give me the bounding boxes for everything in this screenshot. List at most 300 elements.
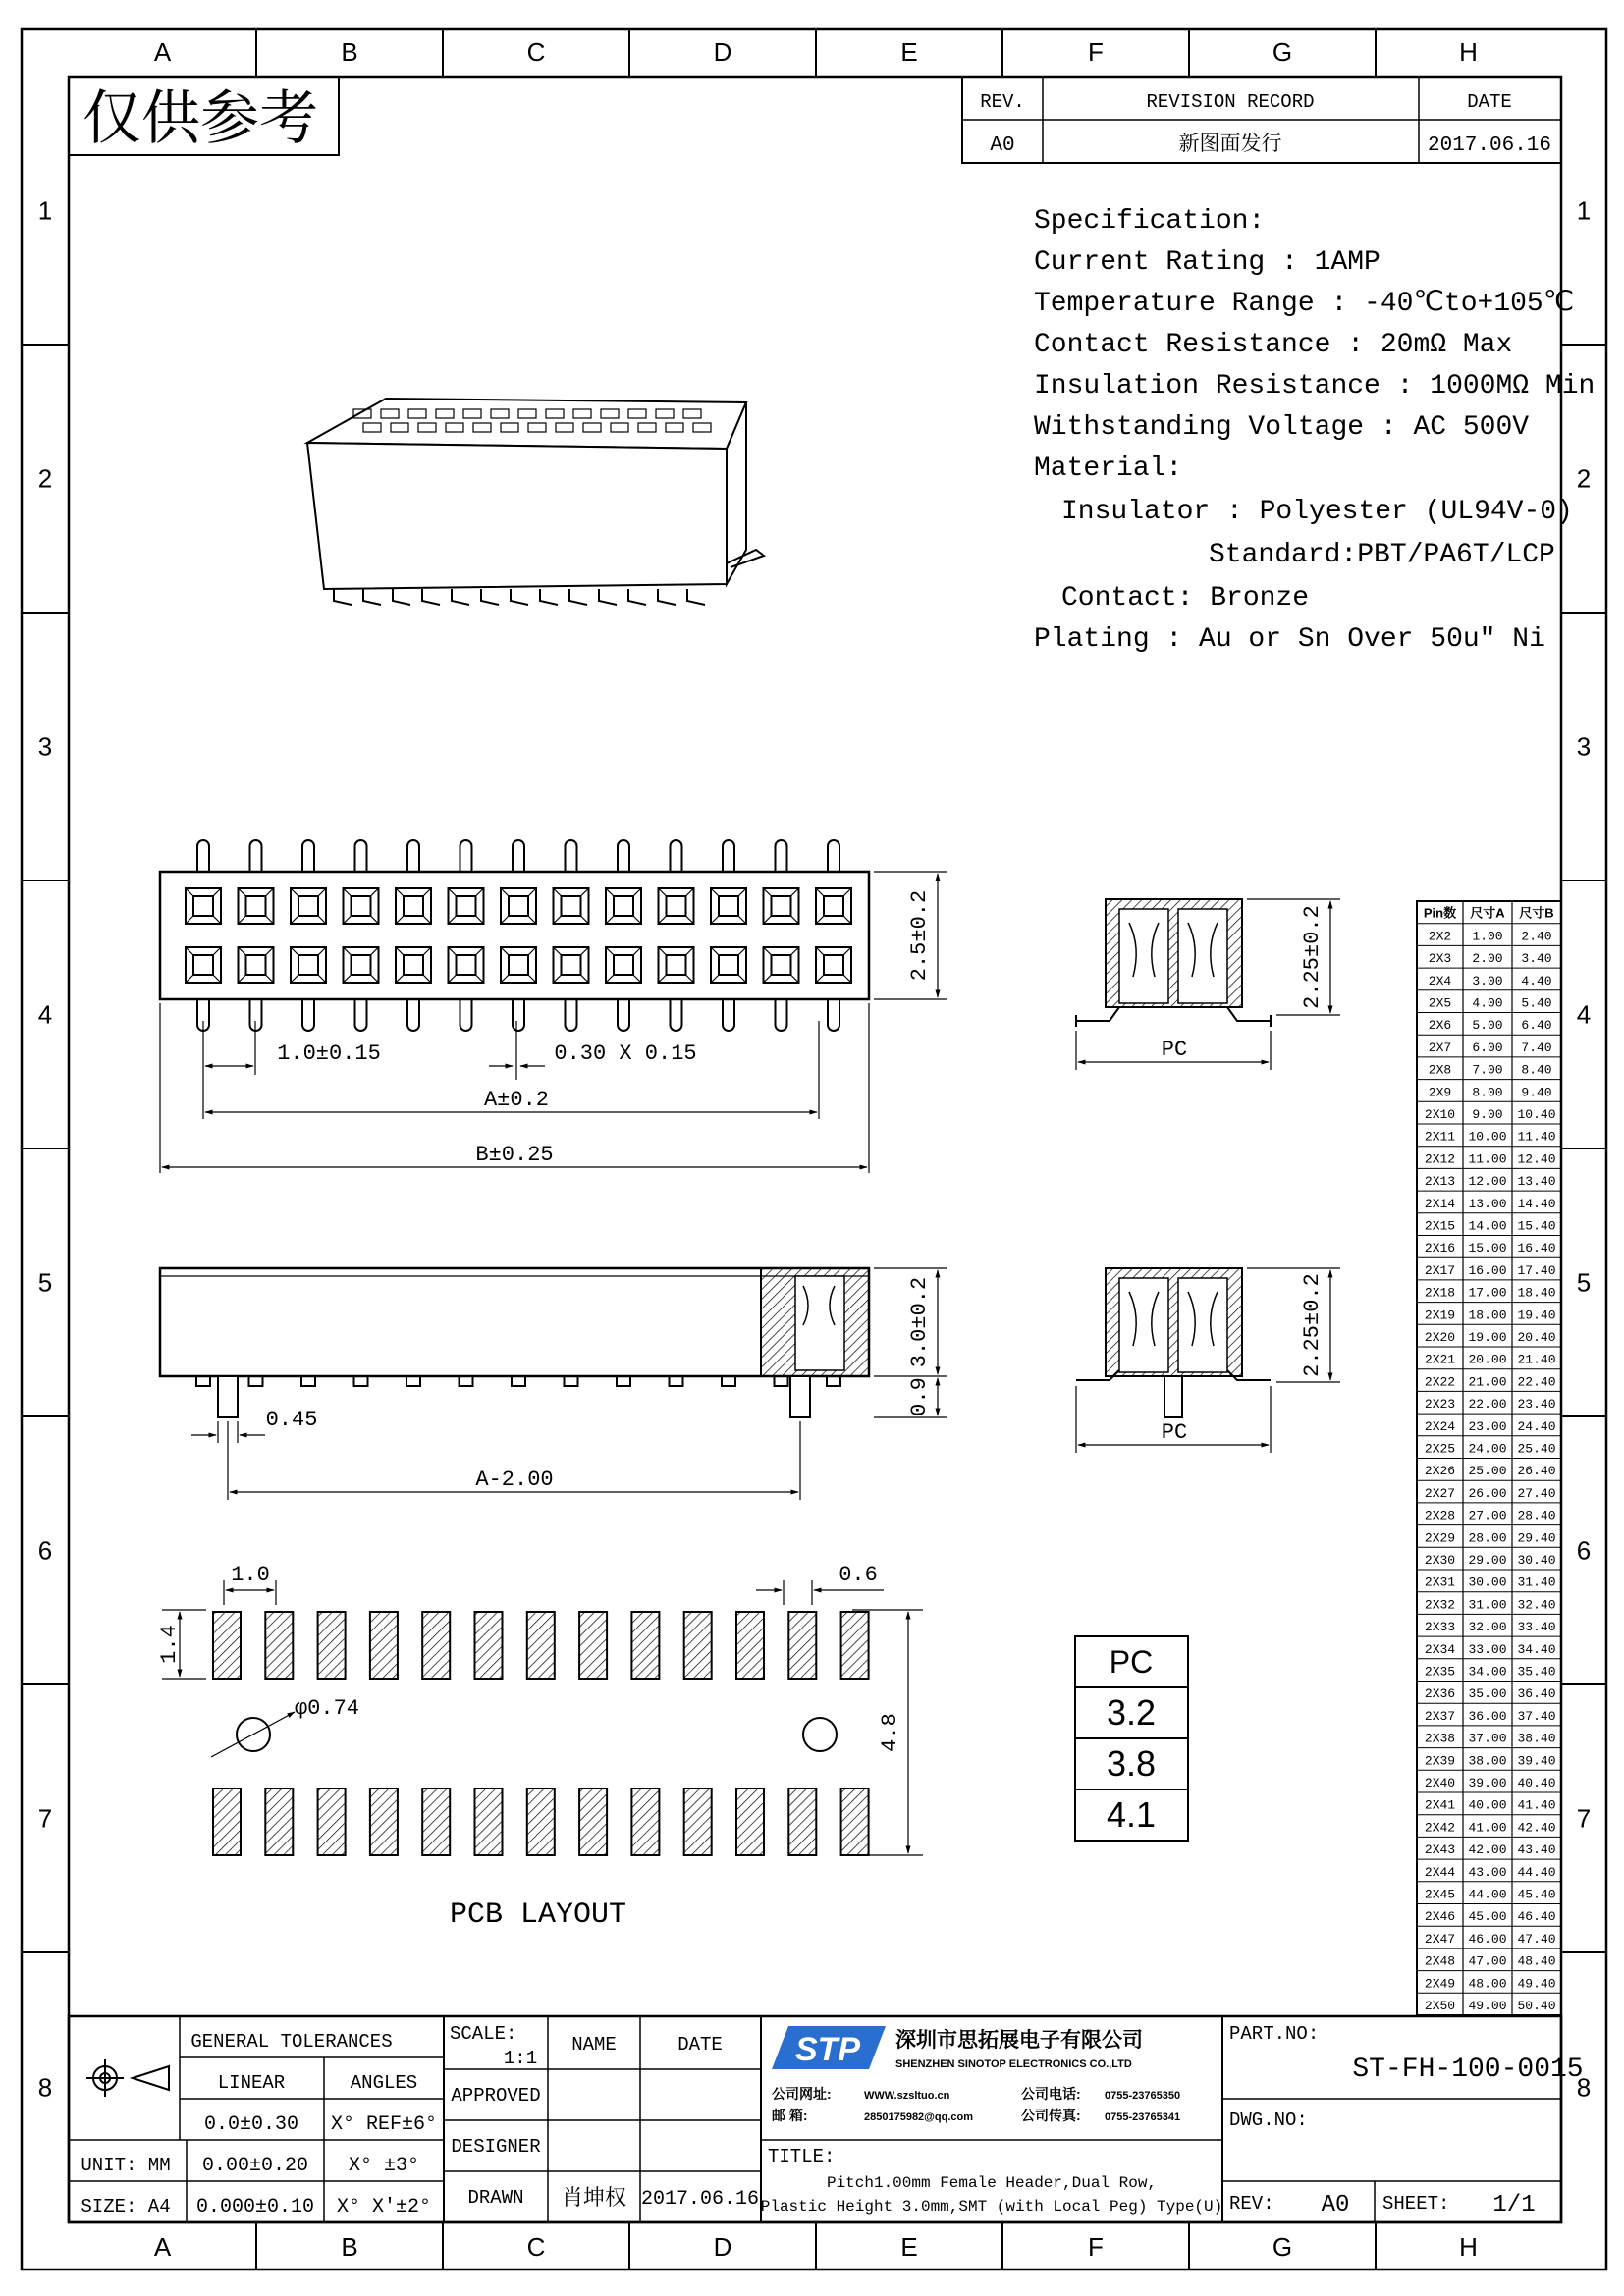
pcb-pad-top xyxy=(422,1612,450,1679)
pin-table-cell: 22.40 xyxy=(1517,1374,1556,1390)
pcb-pad-top xyxy=(318,1612,346,1679)
pin-table-cell: 24.40 xyxy=(1517,1418,1556,1434)
unit: UNIT: MM xyxy=(81,2155,171,2176)
contact-cell-inner xyxy=(667,955,686,975)
pin-table-cell: 2X16 xyxy=(1424,1241,1456,1256)
dim-pad-length: 1.4 xyxy=(157,1625,182,1664)
pin-table-cell: 26.00 xyxy=(1468,1485,1507,1501)
pin-table-cell: 46.00 xyxy=(1468,1931,1507,1947)
contact-cell-inner xyxy=(246,955,266,975)
contact-cell-inner xyxy=(824,896,843,916)
pin-table-cell: 12.00 xyxy=(1468,1174,1507,1190)
spec-standard: Standard:PBT/PA6T/LCP xyxy=(1209,540,1555,570)
pin-table-cell: 21.40 xyxy=(1517,1352,1556,1367)
pin-front xyxy=(354,1376,368,1386)
pin-table-cell: 35.00 xyxy=(1468,1686,1507,1702)
pin-table-cell: 41.40 xyxy=(1517,1797,1556,1813)
pin-table-cell: 41.00 xyxy=(1468,1820,1507,1836)
pin-table-cell: 8.00 xyxy=(1472,1085,1503,1100)
pin-table-cell: 2X22 xyxy=(1424,1374,1456,1390)
pin-table-cell: 45.40 xyxy=(1517,1887,1556,1902)
pin-table-cell: 4.40 xyxy=(1521,973,1552,988)
border-col-label: A xyxy=(153,2232,172,2262)
drawn-date: 2017.06.16 xyxy=(640,2188,760,2211)
logo-text: STP xyxy=(794,2031,861,2068)
border-row-label: 2 xyxy=(1576,463,1592,494)
revision-description: 新图面发行 xyxy=(1178,133,1282,155)
dim-hole: φ0.74 xyxy=(294,1696,360,1721)
pin-table-cell: 29.40 xyxy=(1517,1530,1556,1546)
pin-table-cell: 2X39 xyxy=(1424,1753,1456,1769)
pin-table-cell: 31.40 xyxy=(1517,1575,1556,1590)
dim-b: B±0.25 xyxy=(475,1143,554,1167)
dim-pc-2: PC xyxy=(1161,1420,1188,1445)
pin-table-header: 尺寸A xyxy=(1470,905,1505,921)
scale-label: SCALE: xyxy=(450,2023,517,2045)
pin-front xyxy=(249,1376,263,1386)
pcb-pad-top xyxy=(265,1612,293,1679)
pcb-pad-bottom xyxy=(213,1789,241,1855)
pin-front xyxy=(301,1376,315,1386)
rev-header: REV. xyxy=(980,91,1025,113)
spec-current: Current Rating : 1AMP xyxy=(1034,247,1380,278)
pin-table-cell: 2X27 xyxy=(1424,1485,1456,1501)
web-value: WWW.szsltuo.cn xyxy=(864,2090,950,2102)
dim-height-top: 2.5±0.2 xyxy=(907,889,932,982)
pin-table-cell: 45.00 xyxy=(1468,1909,1507,1925)
pin-table-cell: 14.40 xyxy=(1517,1196,1556,1211)
leg-3d xyxy=(540,589,558,605)
pin-table-cell: 20.00 xyxy=(1468,1352,1507,1367)
pin-table-cell: 31.00 xyxy=(1468,1597,1507,1613)
pcb-pad-bottom xyxy=(370,1789,398,1855)
pin-table-cell: 7.40 xyxy=(1521,1040,1552,1055)
pin-table-cell: 29.00 xyxy=(1468,1553,1507,1568)
pin-bottom xyxy=(671,999,682,1031)
pin-table-cell: 2.40 xyxy=(1521,929,1552,944)
pcb-pad-top xyxy=(788,1612,816,1679)
pin-front xyxy=(196,1376,210,1386)
pin-table-cell: 2X13 xyxy=(1424,1174,1456,1190)
drawing-frame xyxy=(22,29,1606,2269)
dim-a: A±0.2 xyxy=(483,1088,550,1112)
pin-table-cell: 2X18 xyxy=(1424,1285,1456,1301)
pin-table-cell: 33.00 xyxy=(1468,1641,1507,1657)
border-row-label: 7 xyxy=(37,1803,53,1834)
pin-table-cell: 9.40 xyxy=(1521,1085,1552,1100)
pin-table-cell: 2X19 xyxy=(1424,1308,1456,1323)
pc-value-2: 3.8 xyxy=(1106,1743,1157,1784)
pin-top xyxy=(671,840,682,872)
border-col-label: G xyxy=(1272,2232,1293,2262)
border-row-label: 7 xyxy=(1576,1803,1592,1834)
pin-table-cell: 25.00 xyxy=(1468,1464,1507,1479)
pin-table-cell: 10.00 xyxy=(1468,1129,1507,1145)
pcb-pad-top xyxy=(527,1612,555,1679)
pin-table-cell: 2X32 xyxy=(1424,1597,1456,1613)
pin-table-cell: 47.00 xyxy=(1468,1953,1507,1969)
pin-table-cell: 6.00 xyxy=(1472,1040,1503,1055)
pin-table-cell: 2X20 xyxy=(1424,1330,1456,1345)
pc-table-header: PC xyxy=(1109,1644,1154,1680)
pin-table-cell: 48.40 xyxy=(1517,1953,1556,1969)
border-col-label: D xyxy=(713,2232,732,2262)
pin-table-cell: 23.40 xyxy=(1517,1397,1556,1413)
pin-top xyxy=(723,840,734,872)
pin-table-cell: 2X29 xyxy=(1424,1530,1456,1546)
border-col-label: H xyxy=(1459,2232,1478,2262)
border-col-label: G xyxy=(1272,37,1293,67)
contact-cell-inner xyxy=(667,896,686,916)
pin-table-cell: 2X2 xyxy=(1428,929,1452,944)
pin-table-cell: 43.00 xyxy=(1468,1864,1507,1880)
pcb-pad-bottom xyxy=(579,1789,607,1855)
border-row-label: 3 xyxy=(1576,731,1592,762)
pin-top xyxy=(618,840,629,872)
border-row-label: 6 xyxy=(1576,1535,1592,1566)
pin-front xyxy=(827,1376,840,1386)
pin-table-cell: 32.40 xyxy=(1517,1597,1556,1613)
web-label: 公司网址: xyxy=(772,2086,832,2102)
pcb-pad-bottom xyxy=(475,1789,503,1855)
designer-label: DESIGNER xyxy=(451,2136,541,2158)
pin-bottom xyxy=(776,999,787,1031)
pin-table-cell: 2.00 xyxy=(1472,951,1503,967)
contact-cell-inner xyxy=(298,955,318,975)
approved-label: APPROVED xyxy=(451,2085,541,2107)
pin-table-cell: 50.40 xyxy=(1517,1999,1556,2013)
spec-contact-resistance: Contact Resistance : 20mΩ Max xyxy=(1034,330,1513,360)
pin-table-cell: 19.00 xyxy=(1468,1330,1507,1345)
dim-peg-width: 0.45 xyxy=(265,1408,318,1432)
pin-table-cell: 5.40 xyxy=(1521,995,1552,1011)
contact-cell-inner xyxy=(352,896,371,916)
pin-table-cell: 30.40 xyxy=(1517,1553,1556,1568)
pin-table-cell: 2X3 xyxy=(1428,951,1452,967)
pin-table-cell: 12.40 xyxy=(1517,1151,1556,1167)
tel-value: 0755-23765350 xyxy=(1105,2090,1181,2102)
pin-table-cell: 16.00 xyxy=(1468,1262,1507,1278)
pin-table-cell: 36.40 xyxy=(1517,1686,1556,1702)
title-label: TITLE: xyxy=(768,2146,836,2167)
pin-bottom xyxy=(513,999,524,1031)
pin-table-cell: 2X36 xyxy=(1424,1686,1456,1702)
contact-cell-inner xyxy=(772,955,791,975)
pin-table-cell: 27.40 xyxy=(1517,1485,1556,1501)
contact-cell-inner xyxy=(457,955,476,975)
part-no-label: PART.NO: xyxy=(1229,2023,1320,2045)
part-no: ST-FH-100-0015 xyxy=(1352,2055,1584,2085)
pin-table-cell: 28.00 xyxy=(1468,1530,1507,1546)
border-col-label: C xyxy=(526,2232,546,2262)
pcb-layout-title: PCB LAYOUT xyxy=(449,1898,627,1932)
pin-top xyxy=(460,840,472,872)
pin-table-cell: 49.00 xyxy=(1468,1999,1507,2013)
pin-table-cell: 26.40 xyxy=(1517,1464,1556,1479)
pin-table-cell: 19.40 xyxy=(1517,1308,1556,1323)
spec-temperature: Temperature Range : -40℃to+105℃ xyxy=(1034,289,1575,319)
pin-table-cell: 2X15 xyxy=(1424,1218,1456,1234)
leg-3d xyxy=(422,589,440,605)
pcb-pad-bottom xyxy=(422,1789,450,1855)
border-row-label: 4 xyxy=(1576,999,1592,1030)
dim-pc-1: PC xyxy=(1161,1038,1188,1062)
pin-table-cell: 2X17 xyxy=(1424,1262,1456,1278)
tol-linear-1: 0.0±0.30 xyxy=(203,2113,299,2136)
pin-table-cell: 49.40 xyxy=(1517,1976,1556,1992)
pin-bottom xyxy=(566,999,577,1031)
pin-table-cell: 15.40 xyxy=(1517,1218,1556,1234)
pin-table-cell: 17.40 xyxy=(1517,1262,1556,1278)
tol-angle-1: X° REF±6° xyxy=(330,2113,438,2136)
pin-table-cell: 16.40 xyxy=(1517,1241,1556,1256)
pin-table-cell: 10.40 xyxy=(1517,1107,1556,1122)
pin-table-cell: 2X42 xyxy=(1424,1820,1456,1836)
pin-table-header: 尺寸B xyxy=(1519,905,1554,921)
contact-cell-inner xyxy=(352,955,371,975)
pin-table-cell: 40.40 xyxy=(1517,1776,1556,1790)
revision-table xyxy=(962,77,1561,163)
dim-pcb-pitch: 1.0 xyxy=(231,1563,270,1587)
pin-table-cell: 2X31 xyxy=(1424,1575,1456,1590)
contact-cell-inner xyxy=(509,955,528,975)
drawn-label: DRAWN xyxy=(467,2187,524,2209)
pin-bottom xyxy=(355,999,367,1031)
spec-insulator: Insulator : Polyester (UL94V-0) xyxy=(1061,497,1573,527)
spec-insulation: Insulation Resistance : 1000MΩ Min xyxy=(1034,371,1596,401)
contact-cell-inner xyxy=(719,955,738,975)
drawn-name: 肖坤权 xyxy=(561,2185,627,2210)
pin-table-cell: 38.00 xyxy=(1468,1753,1507,1769)
pin-table-cell: 20.40 xyxy=(1517,1330,1556,1345)
pcb-pad-bottom xyxy=(736,1789,764,1855)
pin-table-cell: 33.40 xyxy=(1517,1620,1556,1635)
pin-top xyxy=(407,840,419,872)
pin-table-cell: 6.40 xyxy=(1521,1018,1552,1034)
pin-table-cell: 1.00 xyxy=(1472,929,1503,944)
leg-3d xyxy=(481,589,499,605)
pin-top xyxy=(566,840,577,872)
tol-angle-2: X° ±3° xyxy=(348,2155,420,2177)
pc-value-3: 4.1 xyxy=(1106,1794,1157,1835)
leg-3d xyxy=(599,589,617,605)
tol-linear-3: 0.000±0.10 xyxy=(195,2196,315,2218)
border-col-label: H xyxy=(1459,37,1478,67)
contact-cell-inner xyxy=(719,896,738,916)
pin-table-cell: 2X43 xyxy=(1424,1842,1456,1858)
pin-top xyxy=(250,840,262,872)
pin-bottom xyxy=(407,999,419,1031)
pin-front xyxy=(617,1376,630,1386)
spec-contact: Contact: Bronze xyxy=(1061,583,1310,614)
pin-table-cell: 11.40 xyxy=(1517,1129,1556,1145)
pin-table-cell: 44.00 xyxy=(1468,1887,1507,1902)
pcb-pad-top xyxy=(370,1612,398,1679)
pcb-pad-top xyxy=(579,1612,607,1679)
pin-table-cell: 5.00 xyxy=(1472,1018,1503,1034)
connector-3d-view xyxy=(307,399,764,605)
pin-bottom xyxy=(828,999,839,1031)
rev-value: A0 xyxy=(990,134,1015,157)
revision-record-header: REVISION RECORD xyxy=(1146,91,1315,113)
contact-cell-inner xyxy=(562,955,581,975)
contact-cell-inner xyxy=(457,896,476,916)
border-row-label: 4 xyxy=(37,999,53,1030)
pin-table-cell: 2X49 xyxy=(1424,1976,1456,1992)
pin-table-cell: 13.00 xyxy=(1468,1196,1507,1211)
border-row-label: 5 xyxy=(37,1267,53,1298)
pin-bottom xyxy=(618,999,629,1031)
tel-label: 公司电话: xyxy=(1021,2086,1081,2102)
border-row-label: 2 xyxy=(37,463,53,494)
leg-3d xyxy=(452,589,469,605)
pin-top xyxy=(513,840,524,872)
dim-pitch: 1.0±0.15 xyxy=(277,1041,381,1066)
pin-table-cell: 2X25 xyxy=(1424,1441,1456,1457)
pin-table-cell: 2X45 xyxy=(1424,1887,1456,1902)
pin-table-cell: 37.00 xyxy=(1468,1731,1507,1746)
pin-table-cell: 2X30 xyxy=(1424,1553,1456,1568)
pc-table xyxy=(1075,1636,1188,1841)
pin-table-cell: 2X37 xyxy=(1424,1708,1456,1724)
contact-cell-inner xyxy=(562,896,581,916)
pin-dimension-table xyxy=(1417,901,1561,2015)
pin-table-cell: 3.40 xyxy=(1521,951,1552,967)
leg-3d xyxy=(511,589,528,605)
pcb-pad-bottom xyxy=(527,1789,555,1855)
pcb-pad-top xyxy=(631,1612,659,1679)
spec-voltage: Withstanding Voltage : AC 500V xyxy=(1034,412,1530,443)
dim-a-minus-2: A-2.00 xyxy=(475,1468,554,1492)
border-col-label: F xyxy=(1088,37,1104,67)
specification xyxy=(1034,206,1595,655)
pcb-pad-bottom xyxy=(265,1789,293,1855)
leg-3d xyxy=(687,589,705,605)
pin-table-cell: 2X7 xyxy=(1428,1040,1452,1055)
pin-table-cell: 2X10 xyxy=(1424,1107,1456,1122)
dim-row-gap: 4.8 xyxy=(878,1713,902,1752)
pcb-pad-top xyxy=(475,1612,503,1679)
pin-top xyxy=(355,840,367,872)
pin-table-cell: 2X50 xyxy=(1424,1999,1456,2013)
fax-value: 0755-23765341 xyxy=(1105,2111,1181,2123)
leg-3d xyxy=(363,589,381,605)
sheet-label: SHEET: xyxy=(1382,2193,1450,2215)
pin-table-cell: 32.00 xyxy=(1468,1620,1507,1635)
title-line-2: Plastic Height 3.0mm,SMT (with Local Peg) Type(U) xyxy=(760,2198,1223,2216)
pcb-layout xyxy=(157,1563,923,1932)
pin-front xyxy=(670,1376,683,1386)
pin-front xyxy=(460,1376,473,1386)
pin-table-cell: 2X9 xyxy=(1428,1085,1452,1100)
pin-table-cell: 43.40 xyxy=(1517,1842,1556,1858)
pcb-pad-bottom xyxy=(631,1789,659,1855)
pin-table-cell: 36.00 xyxy=(1468,1708,1507,1724)
spec-plating: Plating : Au or Sn Over 50u" Ni xyxy=(1034,624,1545,655)
pin-table-cell: 24.00 xyxy=(1468,1441,1507,1457)
front-view xyxy=(160,1268,947,1500)
pin-table-cell: 22.00 xyxy=(1468,1397,1507,1413)
pin-top xyxy=(828,840,839,872)
angles-label: ANGLES xyxy=(350,2072,418,2094)
scale-value: 1:1 xyxy=(503,2048,538,2069)
contact-cell-inner xyxy=(404,955,423,975)
border-col-label: E xyxy=(900,37,918,67)
pin-table-cell: 40.00 xyxy=(1468,1797,1507,1813)
pin-table-cell: 9.00 xyxy=(1472,1107,1503,1122)
pin-table-cell: 46.40 xyxy=(1517,1909,1556,1925)
pin-table-cell: 4.00 xyxy=(1472,995,1503,1011)
dim-side-height-2: 2.25±0.2 xyxy=(1300,1273,1325,1377)
pcb-pad-bottom xyxy=(841,1789,869,1855)
pcb-pad-bottom xyxy=(684,1789,712,1855)
rev-value-tb: A0 xyxy=(1321,2192,1350,2218)
pcb-pad-bottom xyxy=(318,1789,346,1855)
contact-cell-inner xyxy=(298,896,318,916)
company-logo xyxy=(772,2026,886,2069)
pin-table-cell: 8.40 xyxy=(1521,1062,1552,1078)
contact-cell-inner xyxy=(772,896,791,916)
pin-table-cell: 2X38 xyxy=(1424,1731,1456,1746)
pin-table-cell: 2X34 xyxy=(1424,1641,1456,1657)
pcb-pad-bottom xyxy=(788,1789,816,1855)
contact-cell-inner xyxy=(246,896,266,916)
size: SIZE: A4 xyxy=(81,2196,171,2217)
title-line-1: Pitch1.00mm Female Header,Dual Row, xyxy=(826,2174,1158,2192)
pin-table-cell: 2X6 xyxy=(1428,1018,1452,1034)
date-header-tb: DATE xyxy=(677,2034,723,2056)
pin-top xyxy=(776,840,787,872)
pin-table-cell: 18.00 xyxy=(1468,1308,1507,1323)
pin-table-cell: 3.00 xyxy=(1472,973,1503,988)
pin-table-cell: 2X4 xyxy=(1428,973,1452,988)
pin-table-cell: 2X40 xyxy=(1424,1776,1456,1790)
pin-table-cell: 13.40 xyxy=(1517,1174,1556,1190)
pin-table-cell: 39.00 xyxy=(1468,1776,1507,1790)
pin-table-cell: 18.40 xyxy=(1517,1285,1556,1301)
pin-bottom xyxy=(723,999,734,1031)
pin-table-cell: 44.40 xyxy=(1517,1864,1556,1880)
pin-table-cell: 38.40 xyxy=(1517,1731,1556,1746)
pin-table-cell: 2X28 xyxy=(1424,1508,1456,1523)
leg-3d xyxy=(569,589,587,605)
pin-table-cell: 15.00 xyxy=(1468,1241,1507,1256)
border-col-label: A xyxy=(153,37,172,67)
pin-front xyxy=(722,1376,735,1386)
pin-table-cell: 2X23 xyxy=(1424,1397,1456,1413)
dim-pad-width: 0.6 xyxy=(839,1563,878,1587)
tol-angle-3: X° X'±2° xyxy=(336,2196,432,2218)
pin-table-cell: 2X21 xyxy=(1424,1352,1456,1367)
side-view-upper xyxy=(1076,899,1340,1070)
rev-label: REV: xyxy=(1229,2193,1274,2215)
pin-table-cell: 2X48 xyxy=(1424,1953,1456,1969)
pin-top xyxy=(197,840,209,872)
border-row-label: 5 xyxy=(1576,1267,1592,1298)
border-col-label: C xyxy=(526,37,546,67)
dim-pin-size: 0.30 X 0.15 xyxy=(554,1041,697,1066)
linear-label: LINEAR xyxy=(217,2072,286,2094)
leg-3d xyxy=(658,589,676,605)
side-view-lower xyxy=(1076,1268,1340,1453)
pin-front xyxy=(512,1376,525,1386)
watermark: 仅供参考 xyxy=(82,85,318,151)
border-row-label: 6 xyxy=(37,1535,53,1566)
pin-table-cell: 2X46 xyxy=(1424,1909,1456,1925)
pin-table-cell: 2X12 xyxy=(1424,1151,1456,1167)
leg-3d xyxy=(334,589,352,605)
pcb-pad-top xyxy=(213,1612,241,1679)
